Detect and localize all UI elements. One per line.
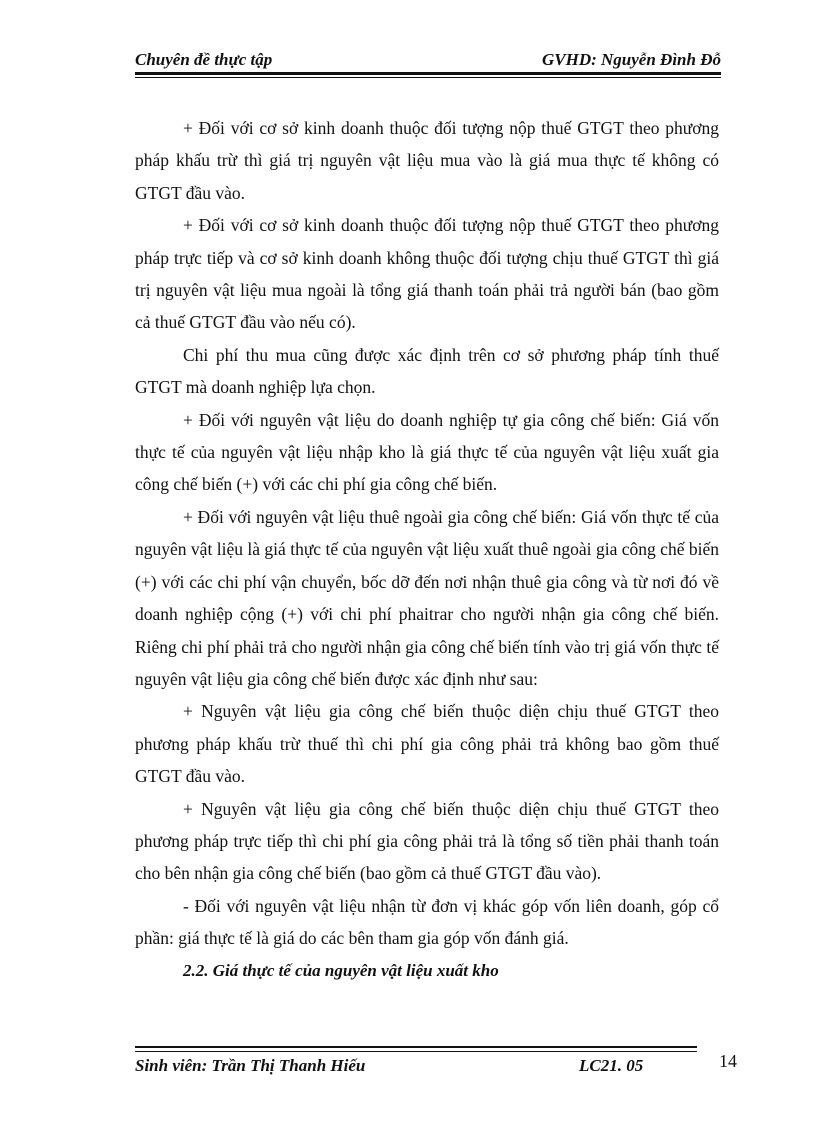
footer-rule-thin: [135, 1051, 697, 1052]
page-footer: [135, 1046, 697, 1086]
footer-student-name: Sinh viên: Trần Thị Thanh Hiếu: [135, 1056, 366, 1075]
paragraph-4: + Đối với nguyên vật liệu do doanh nghiệp tự gia công chế biến: Giá vốn thực tế của nguyên vật liệu nhập kho là giá thực tế của nguyên vật liệu xuất gia công chế biến (+) với các chi phí gia công chế biến.: [135, 409, 719, 495]
page-body: [135, 112, 719, 987]
section-heading: 2.2. Giá thực tế của nguyên vật liệu xuất kho: [183, 960, 499, 980]
paragraph-5: + Đối với nguyên vật liệu thuê ngoài gia công chế biến: Giá vốn thực tế của nguyên vật liệu là giá thực tế của nguyên vật liệu xuất thuê ngoài gia công chế biến (+) với các chi phí vận chuyển, bốc dỡ đến nơi nhận thuê gia công và từ nơi đó về doanh nghiệp cộng (+) với chi phí phaitrar cho người nhận gia công chế biến. Riêng chi phí phải trả cho người nhận gia công chế biến tính vào trị giá vốn thực tế nguyên vật liệu gia công chế biến được xác định như sau:: [135, 506, 719, 689]
header-rule-thin: [135, 77, 721, 78]
header-rule-thick: [135, 72, 721, 75]
paragraph-1: + Đối với cơ sở kinh doanh thuộc đối tượng nộp thuế GTGT theo phương pháp khấu trừ thì giá trị nguyên vật liệu mua vào là giá mua thực tế không có GTGT đầu vào.: [135, 118, 719, 203]
paragraph-8: - Đối với nguyên vật liệu nhận từ đơn vị khác góp vốn liên doanh, góp cổ phần: giá thực tế là giá do các bên tham gia góp vốn đánh giá.: [135, 895, 719, 949]
footer-rule-thick: [135, 1046, 697, 1048]
paragraph-3: Chi phí thu mua cũng được xác định trên cơ sở phương pháp tính thuế GTGT mà doanh nghiệp lựa chọn.: [135, 344, 719, 398]
header-supervisor: GVHD: Nguyễn Đình Đỗ: [542, 50, 721, 69]
paragraph-7: + Nguyên vật liệu gia công chế biến thuộc diện chịu thuế GTGT theo phương pháp trực tiếp thì chi phí gia công phải trả là tổng số tiền phải thanh toán cho bên nhận gia công chế biến (bao gồm cả thuế GTGT đầu vào).: [135, 798, 719, 884]
paragraph-2: + Đối với cơ sở kinh doanh thuộc đối tượng nộp thuế GTGT theo phương pháp trực tiếp và cơ sở kinh doanh không thuộc đối tượng chịu thuế GTGT thì giá trị nguyên vật liệu mua ngoài là tổng giá thanh toán phải trả người bán (bao gồm cả thuế GTGT đầu vào nếu có).: [135, 215, 719, 333]
header-course-title: Chuyên đề thực tập: [135, 50, 273, 69]
page-number: 14: [719, 1051, 737, 1071]
page-header: [135, 46, 721, 76]
paragraph-6: + Nguyên vật liệu gia công chế biến thuộc diện chịu thuế GTGT theo phương pháp khấu trừ thuế thì chi phí gia công phải trả không bao gồm thuế GTGT đầu vào.: [135, 701, 719, 787]
footer-class-code: LC21. 05: [579, 1056, 644, 1075]
